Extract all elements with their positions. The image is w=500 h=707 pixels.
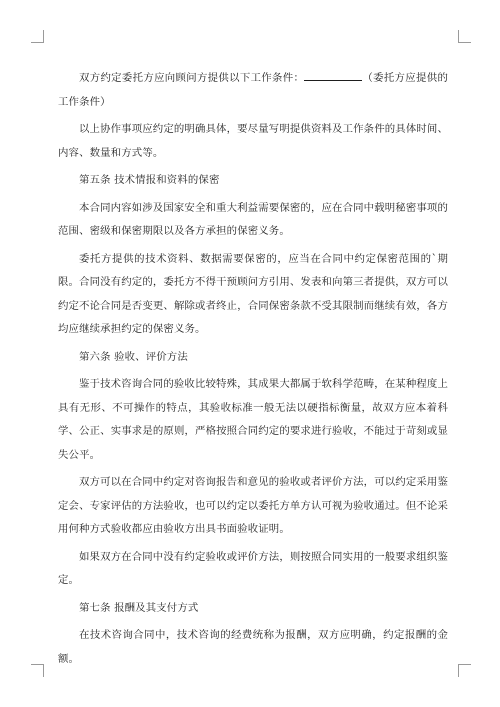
crop-mark-bottom-left — [31, 664, 44, 677]
paragraph-cooperation-items: 以上协作事项应约定的明确具体，要尽量写明提供资料及工作条件的具体时间、内容、数量和方式等。 — [58, 123, 448, 159]
paragraph-remuneration: 在技术咨询合同中，技术咨询的经费统称为报酬，双方应明确，约定报酬的金额。 — [58, 629, 448, 665]
paragraph-text: 双方约定委托方应向顾问方提供以下工作条件： — [79, 72, 305, 84]
crop-mark-top-left — [31, 30, 44, 43]
crop-mark-top-right — [458, 30, 471, 43]
fill-in-blank — [304, 69, 362, 81]
section-heading-article-6: 第六条 验收、评价方法 — [79, 350, 188, 363]
crop-mark-bottom-right — [458, 664, 471, 677]
document-body — [58, 67, 448, 675]
paragraph-acceptance-nature: 鉴于技术咨询合同的验收比较特殊，其成果大都属于软科学范畴，在某种程度上具有无形、不可操作的特点，其验收标准一般无法以硬指标衡量，故双方应本着科学、公正、实事求是的原则，严格按照合同约定的要求进行验收，不能过于苛刻或显失公平。 — [58, 378, 448, 461]
paragraph-secrecy-scope: 本合同内容如涉及国家安全和重大利益需要保密的，应在合同中载明秘密事项的范围、密级和保密期限以及各方承担的保密义务。 — [58, 201, 448, 237]
section-heading-article-5: 第五条 技术情报和资料的保密 — [79, 174, 220, 186]
paragraph-acceptance-methods: 双方可以在合同中约定对咨询报告和意见的验收或者评价方法，可以约定采用鉴定会、专家评估的方法验收，也可以约定以委托方单方认可视为验收通过。但不论采用何种方式验收都应由验收方出具书面验收证明。 — [58, 476, 448, 535]
section-heading-article-7: 第七条 报酬及其支付方式 — [79, 601, 199, 614]
paragraph-work-conditions — [58, 67, 448, 114]
paragraph-secrecy-obligation: 委托方提供的技术资料、数据需要保密的，应当在合同中约定保密范围的`期限。合同没有约定的，委托方不得干预顾问方引用、发表和向第三者提供，双方可以约定不论合同是否变更、解除或者终止，合同保密条款不受其限制而继续有效，各方均应继续承担约定的保密义务。 — [58, 252, 448, 335]
paragraph-text: （委托方应提供的工作条件） — [58, 72, 448, 108]
paragraph-default-acceptance: 如果双方在合同中没有约定验收或评价方法，则按照合同实用的一般要求组织鉴定。 — [58, 550, 448, 586]
